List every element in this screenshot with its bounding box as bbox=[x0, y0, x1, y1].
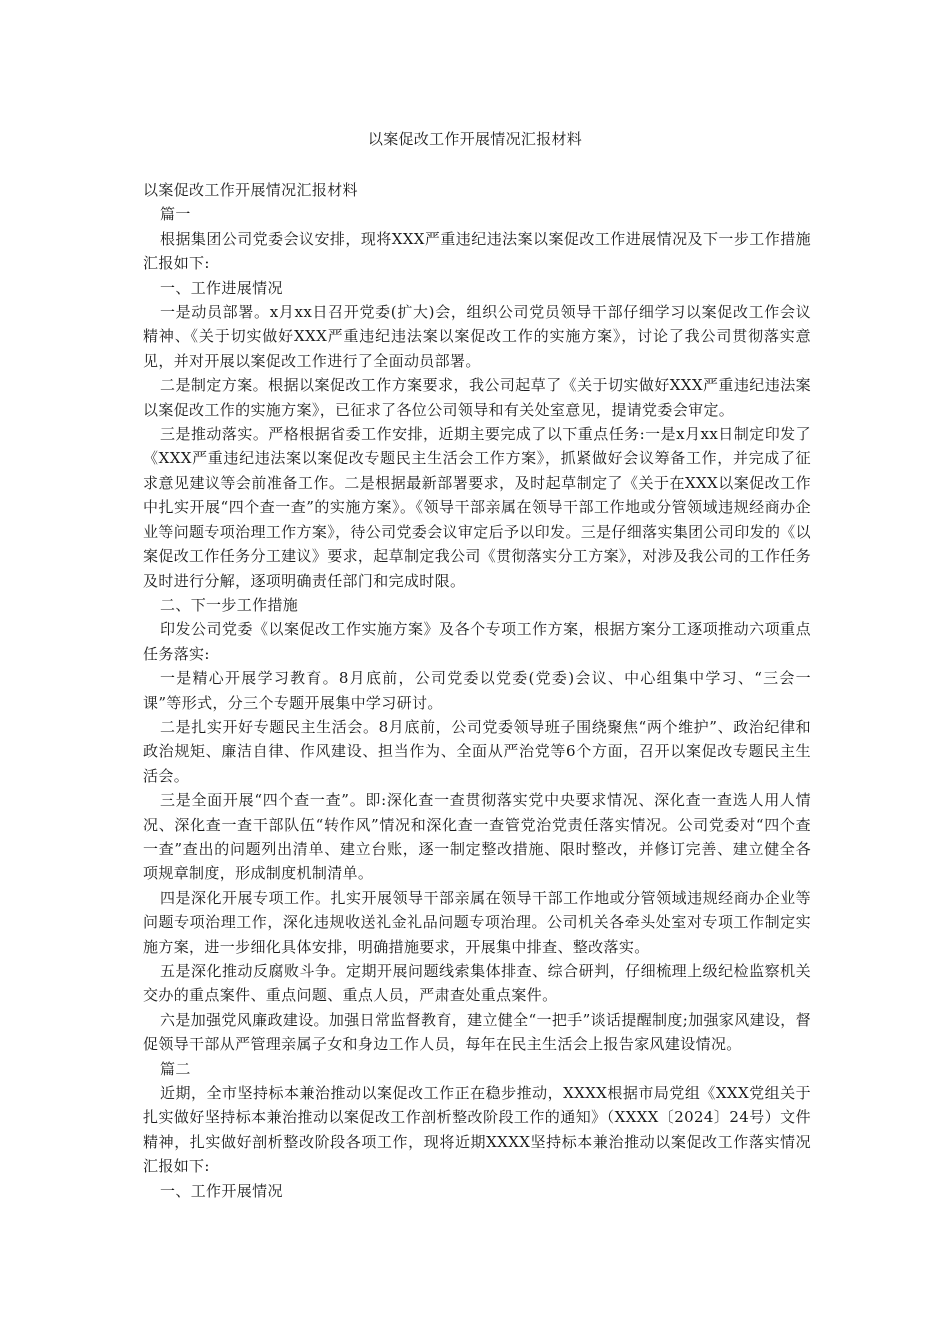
paragraph: 根据集团公司党委会议安排，现将XXX严重违纪违法案以案促改工作进展情况及下一步工作措施汇报如下: bbox=[143, 229, 811, 273]
section-heading-next-steps: 二、下一步工作措施 bbox=[160, 595, 299, 614]
paragraph: 印发公司党委《以案促改工作实施方案》及各个专项工作方案，根据方案分工逐项推动六项重点任务落实: bbox=[143, 620, 811, 663]
paragraph: 五是深化推动反腐败斗争。定期开展问题线索集体排查、综合研判，仔细梳理上级纪检监察机关交办的重点案件、重点问题、重点人员，严肃查处重点案件。 bbox=[143, 962, 811, 1005]
paragraph: 三是全面开展“四个查一查”。即:深化查一查贯彻落实党中央要求情况、深化查一查选人用人情况、深化查一查干部队伍“转作风”情况和深化查一查管党治党责任落实情况。公司党委对“四个查一查”查出的问题列出清单、建立台账，逐一制定整改措施、限时整改，并修订完善、建立健全各项规章制度，形成制度机制清单。 bbox=[143, 791, 811, 883]
paragraph: 一是动员部署。x月xx日召开党委(扩大)会，组织公司党员领导干部仔细学习以案促改工作会议精神、《关于切实做好XXX严重违纪违法案以案促改工作的实施方案》，讨论了我公司贯彻落实意见，并对开展以案促改工作进行了全面动员部署。 bbox=[143, 303, 811, 370]
paragraph: 二是制定方案。根据以案促改工作方案要求，我公司起草了《关于切实做好XXX严重违纪违法案以案促改工作的实施方案》，已征求了各位公司领导和有关处室意见，提请党委会审定。 bbox=[143, 376, 811, 419]
document-body bbox=[143, 178, 811, 1203]
paragraph: 四是深化开展专项工作。扎实开展领导干部亲属在领导干部工作地或分管领域违规经商办企业等问题专项治理工作，深化违规收送礼金礼品问题专项治理。公司机关各牵头处室对专项工作制定实施方案，进一步细化具体安排，明确措施要求，开展集中排查、整改落实。 bbox=[143, 888, 811, 956]
section-label-part-one: 篇一 bbox=[160, 205, 191, 224]
section-label-part-two: 篇二 bbox=[160, 1059, 191, 1078]
paragraph: 近期，全市坚持标本兼治推动以案促改工作正在稳步推动，XXXX根据市局党组《XXX党组关于扎实做好坚持标本兼治推动以案促改工作剖析整改阶段工作的通知》（XXXX〔2024〕24号）文件精神，扎实做好剖析整改阶段各项工作，现将近期XXXX坚持标本兼治推动以案促改工作落实情况汇报如下: bbox=[143, 1084, 811, 1176]
paragraph: 一是精心开展学习教育。8月底前，公司党委以党委(党委)会议、中心组集中学习、“三会一课”等形式，分三个专题开展集中学习研讨。 bbox=[143, 669, 811, 712]
paragraph: 六是加强党风廉政建设。加强日常监督教育，建立健全“一把手”谈话提醒制度;加强家风建设，督促领导干部从严管理亲属子女和身边工作人员，每年在民主生活会上报告家风建设情况。 bbox=[143, 1010, 811, 1054]
body-heading: 以案促改工作开展情况汇报材料 bbox=[143, 181, 358, 199]
section-heading-progress-two: 一、工作开展情况 bbox=[160, 1181, 283, 1200]
paragraph: 三是推动落实。严格根据省委工作安排，近期主要完成了以下重点任务:一是x月xx日制定印发了《XXX严重违纪违法案以案促改专题民主生活会工作方案》，抓紧做好会议筹备工作，并完成了征求意见建议等会前准备工作。二是根据最新部署要求，及时起草制定了《关于在XXX以案促改工作中扎实开展“四个查一查”的实施方案》。《领导干部亲属在领导干部工作地或分管领域违规经商办企业等问题专项治理工作方案》，待公司党委会议审定后予以印发。三是仔细落实集团公司印发的《以案促改工作任务分工建议》要求，起草制定我公司《贯彻落实分工方案》，对涉及我公司的工作任务及时进行分解，逐项明确责任部门和完成时限。 bbox=[143, 425, 811, 590]
paragraph: 二是扎实开好专题民主生活会。8月底前，公司党委领导班子围绕聚焦“两个维护”、政治纪律和政治规矩、廉洁自律、作风建设、担当作为、全面从严治党等6个方面，召开以案促改专题民主生活会。 bbox=[143, 717, 811, 785]
document-title: 以案促改工作开展情况汇报材料 bbox=[367, 130, 583, 148]
section-heading-progress: 一、工作进展情况 bbox=[160, 278, 283, 297]
